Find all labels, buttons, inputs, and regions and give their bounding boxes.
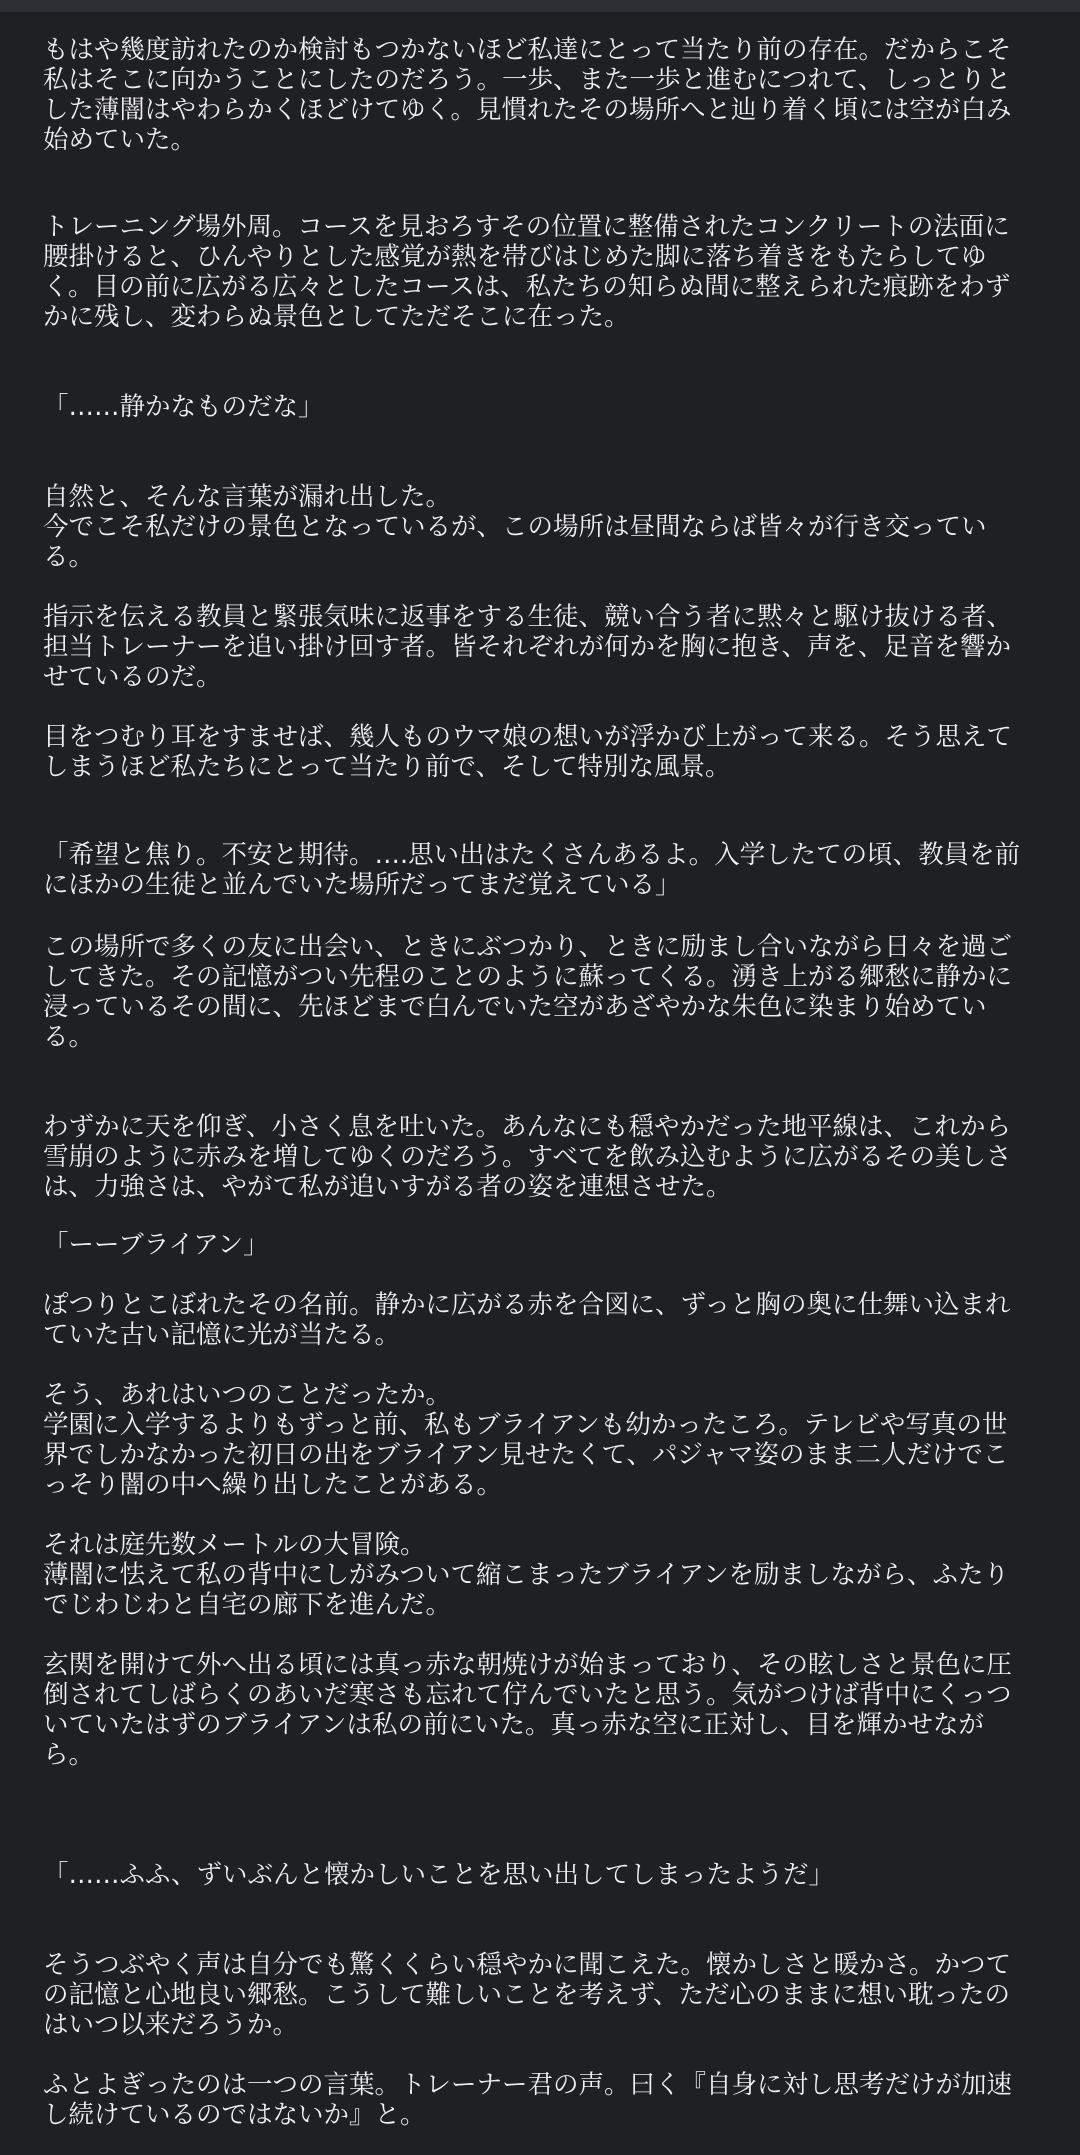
paragraph-2: トレーニング場外周。コースを見おろすその位置に整備されたコンクリートの法面に 腰掛けると、ひんやりとした感覚が熱を帯びはじめた脚に落ち着きをもたらしてゆ く。目の前に広がる広々としたコースは、私たちの知らぬ間に整えられた痕跡をわず かに残し、変わらぬ景色としてただそこに在った。 [43,212,1011,332]
paragraph-7: 「希望と焦り。不安と期待。….思い出はたくさんあるよ。入学したての頃、教員を前 にほかの生徒と並んでいた場所だってまだ覚えている」 [43,840,1021,900]
paragraph-6: 目をつむり耳をすませば、幾人ものウマ娘の想いが浮かび上がって来る。そう思えて しまうほど私たちにとって当たり前で、そして特別な風景。 [43,722,1013,782]
paragraph-10: 「ーーブライアン」 [43,1230,269,1260]
paragraph-3: 「……静かなものだな」 [43,392,324,422]
reader-content[interactable] [0,12,1080,2155]
paragraph-1: もはや幾度訪れたのか検討もつかないほど私達にとって当たり前の存在。だからこそ 私はそこに向かうことにしたのだろう。一歩、また一歩と進むにつれて、しっとりと した薄闇はやわらかくほどけてゆく。見慣れたその場所へと辿り着く頃には空が白み 始めていた。 [43,35,1012,155]
top-bar [0,0,1080,12]
paragraph-15: 「……ふふ、ずいぶんと懐かしいことを思い出してしまったようだ」 [43,1860,835,1890]
paragraph-16: そうつぶやく声は自分でも驚くくらい穏やかに聞こえた。懐かしさと暖かさ。かつて の記憶と心地良い郷愁。こうして難しいことを考えず、ただ心のままに想い耽ったの はいつ以来だろうか。 [43,1950,1011,2040]
paragraph-5: 指示を伝える教員と緊張気味に返事をする生徒、競い合う者に黙々と駆け抜ける者、 担当トレーナーを追い掛け回す者。皆それぞれが何かを胸に抱き、声を、足音を響か せているのだ。 [43,602,1013,692]
paragraph-17: ふとよぎったのは一つの言葉。トレーナー君の声。曰く『自身に対し思考だけが加速 し続けているのではないか』と。 [43,2070,1013,2130]
paragraph-8: この場所で多くの友に出会い、ときにぶつかり、ときに励まし合いながら日々を過ご してきた。その記憶がつい先程のことのように蘇ってくる。湧き上がる郷愁に静かに 浸っているその間に、先ほどまで白んでいた空があざやかな朱色に染まり始めてい る。 [43,932,1013,1052]
paragraph-11: ぽつりとこぼれたその名前。静かに広がる赤を合図に、ずっと胸の奥に仕舞い込まれ ていた古い記憶に光が当たる。 [43,1290,1011,1350]
paragraph-12: そう、あれはいつのことだったか。 学園に入学するよりもずっと前、私もブライアンも幼かったころ。テレビや写真の世 界でしかなかった初日の出をブライアン見せたくて、パジャマ姿のまま二人だけでこ っそり闇の中へ繰り出したことがある。 [43,1380,1009,1500]
paragraph-13: それは庭先数メートルの大冒険。 薄闇に怯えて私の背中にしがみついて縮こまったブライアンを励ましながら、ふたり でじわじわと自宅の廊下を進んだ。 [43,1530,1009,1620]
paragraph-9: わずかに天を仰ぎ、小さく息を吐いた。あんなにも穏やかだった地平線は、これから 雪崩のように赤みを増してゆくのだろう。すべてを飲み込むように広がるその美しさ は、力強さは、やがて私が追いすがる者の姿を連想させた。 [43,1112,1012,1202]
paragraph-4: 自然と、そんな言葉が漏れ出した。 今でこそ私だけの景色となっているが、この場所は昼間ならば皆々が行き交ってい る。 [43,482,987,572]
paragraph-14: 玄関を開けて外へ出る頃には真っ赤な朝焼けが始まっており、その眩しさと景色に圧 倒されてしばらくのあいだ寒さも忘れて佇んでいたと思う。気がつけば背中にくっつ いていたはずのブライアンは私の前にいた。真っ赤な空に正対し、目を輝かせなが ら。 [43,1650,1013,1770]
